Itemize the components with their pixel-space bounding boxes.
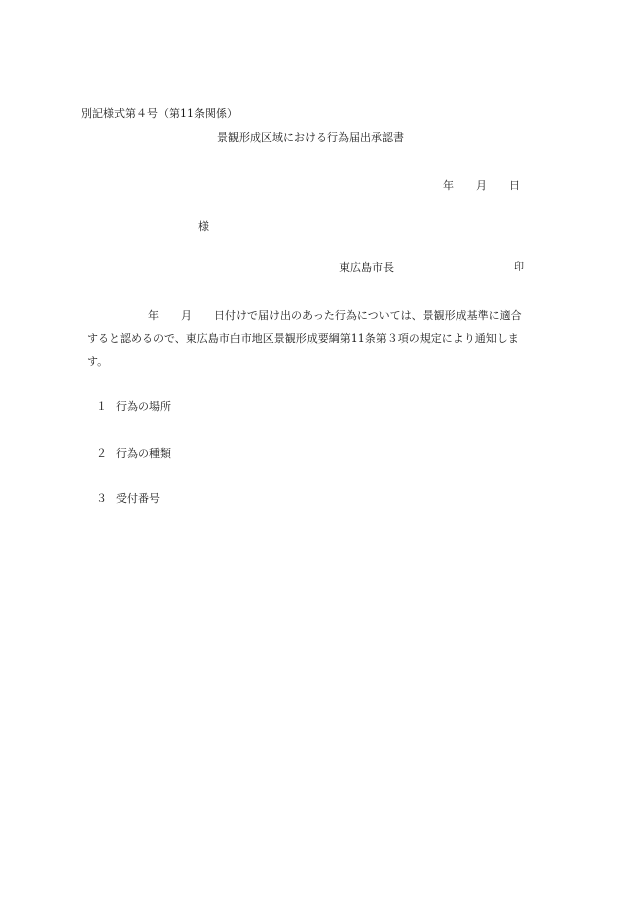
body-paragraph xyxy=(81,304,551,373)
date-line xyxy=(443,179,520,193)
item-number: １ xyxy=(96,400,107,413)
list-item xyxy=(96,400,171,414)
body-line-1-text: 日付けで届け出のあった行為については、景観形成基準に適合 xyxy=(214,309,522,322)
body-year-label: 年 xyxy=(148,309,159,322)
body-line-2: すると認めるので、東広島市白市地区景観形成要綱第11条第３項の規定により通知しま xyxy=(87,332,519,345)
item-number: ２ xyxy=(96,447,107,460)
date-day-label: 日 xyxy=(509,179,520,192)
body-line-3: す。 xyxy=(87,355,109,368)
list-item xyxy=(96,447,171,461)
date-year-label: 年 xyxy=(443,179,454,192)
item-label: 行為の場所 xyxy=(116,400,171,413)
body-month-label: 月 xyxy=(181,309,192,322)
addressee-honorific: 様 xyxy=(198,220,209,233)
form-number: 別記様式第４号（第11条関係） xyxy=(81,107,238,120)
issuer-name: 東広島市長 xyxy=(339,261,394,274)
body-line-1 xyxy=(81,304,551,327)
item-number: ３ xyxy=(96,492,107,505)
item-label: 受付番号 xyxy=(116,492,160,505)
item-label: 行為の種類 xyxy=(116,447,171,460)
list-item xyxy=(96,492,160,506)
document-title: 景観形成区域における行為届出承認書 xyxy=(217,131,404,144)
seal-mark: 印 xyxy=(514,262,524,273)
date-month-label: 月 xyxy=(476,179,487,192)
